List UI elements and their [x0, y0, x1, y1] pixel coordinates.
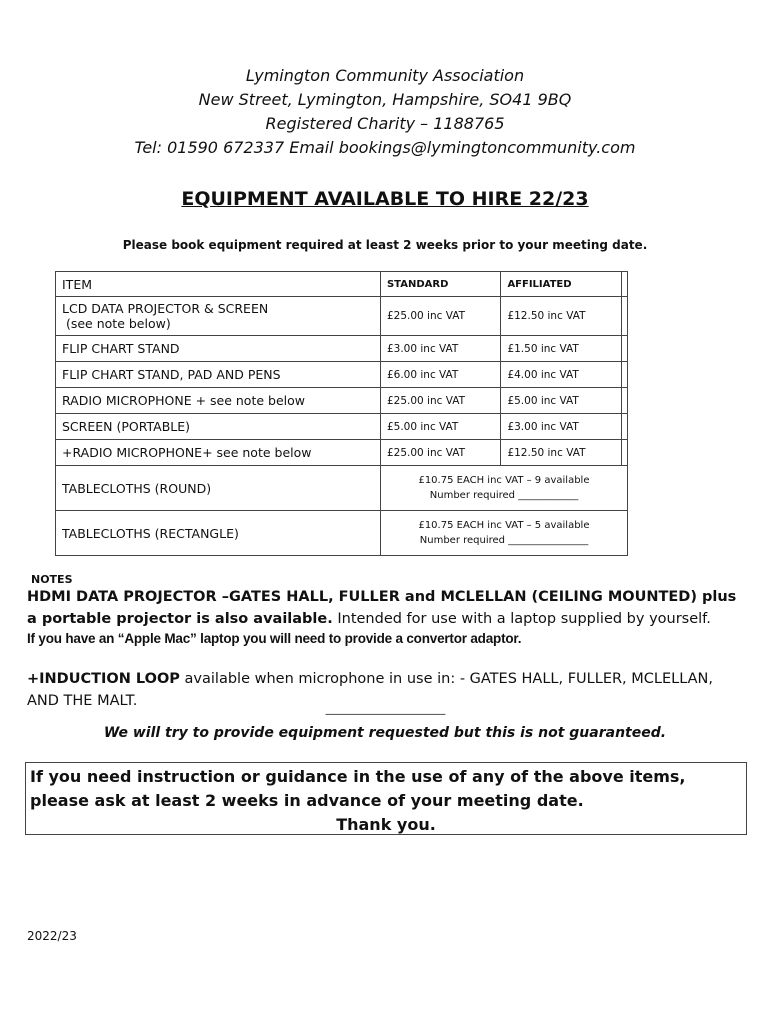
hdmi-note-rest: Intended for use with a laptop supplied by yourself. — [337, 611, 711, 627]
item-cell: TABLECLOTHS (RECTANGLE) — [56, 511, 381, 556]
guidance-text: If you need instruction or guidance in the use of any of the above items, please ask at least 2 weeks in advance of your meeting date. — [30, 767, 686, 810]
table-gap-cell — [621, 362, 627, 388]
item-cell: SCREEN (PORTABLE) — [56, 414, 381, 440]
table-row — [56, 414, 628, 440]
affiliated-price: £4.00 inc VAT — [501, 362, 621, 388]
tablecloth-price-cell — [380, 466, 627, 511]
induction-note-rest: available when microphone in use in: - GATES HALL, FULLER, MCLELLAN, AND THE MALT. — [27, 671, 714, 709]
header-standard: STANDARD — [380, 272, 500, 297]
table-gap-cell — [621, 388, 627, 414]
standard-price: £6.00 inc VAT — [380, 362, 500, 388]
item-cell: FLIP CHART STAND — [56, 336, 381, 362]
item-cell: TABLECLOTHS (ROUND) — [56, 466, 381, 511]
standard-price: £25.00 inc VAT — [380, 297, 500, 336]
header-affiliated: AFFILIATED — [501, 272, 621, 297]
standard-price: £3.00 inc VAT — [380, 336, 500, 362]
standard-price: £25.00 inc VAT — [380, 440, 500, 466]
table-row — [56, 336, 628, 362]
affiliated-price: £1.50 inc VAT — [501, 336, 621, 362]
table-header-row — [56, 272, 628, 297]
page-title: EQUIPMENT AVAILABLE TO HIRE 22/23 — [181, 188, 589, 210]
item-cell: FLIP CHART STAND, PAD AND PENS — [56, 362, 381, 388]
divider: ------------------------------------------------------------ — [325, 709, 445, 719]
charity-number: Registered Charity – 1188765 — [265, 114, 505, 133]
header-item: ITEM — [56, 272, 381, 297]
footer-year: 2022/23 — [27, 929, 77, 943]
table-row — [56, 466, 628, 511]
guarantee-note: We will try to provide equipment requested but this is not guaranteed. — [103, 725, 667, 741]
hdmi-note — [27, 586, 743, 630]
item-cell: RADIO MICROPHONE + see note below — [56, 388, 381, 414]
table-gap-cell — [621, 297, 627, 336]
item-cell: +RADIO MICROPHONE+ see note below — [56, 440, 381, 466]
standard-price: £25.00 inc VAT — [380, 388, 500, 414]
item-subline: (see note below) — [62, 316, 171, 331]
booking-intro: Please book equipment required at least 2 weeks prior to your meeting date. — [122, 238, 648, 252]
item-line: LCD DATA PROJECTOR & SCREEN — [62, 301, 269, 316]
org-address: New Street, Lymington, Hampshire, SO41 9BQ — [198, 90, 572, 109]
tablecloth-price: £10.75 EACH inc VAT – 5 available — [418, 520, 590, 531]
thank-you: Thank you. — [336, 815, 436, 834]
table-row — [56, 362, 628, 388]
notes-label: NOTES — [31, 573, 73, 586]
table-row — [56, 440, 628, 466]
tablecloth-price-cell — [380, 511, 627, 556]
table-gap-cell — [621, 440, 627, 466]
affiliated-price: £12.50 inc VAT — [501, 440, 621, 466]
affiliated-price: £12.50 inc VAT — [501, 297, 621, 336]
tablecloth-required-field[interactable]: Number required ________________ — [419, 535, 589, 546]
table-gap-cell — [621, 414, 627, 440]
table-gap-cell — [621, 272, 627, 297]
tablecloth-required-field[interactable]: Number required ____________ — [429, 490, 579, 501]
table-row — [56, 511, 628, 556]
contact-details: Tel: 01590 672337 Email bookings@lymingtoncommunity.com — [134, 138, 636, 157]
guidance-box — [25, 762, 747, 835]
mac-note: If you have an “Apple Mac” laptop you will need to provide a convertor adaptor. — [27, 631, 522, 646]
table-gap-cell — [621, 336, 627, 362]
induction-note — [27, 668, 747, 712]
org-name: Lymington Community Association — [245, 66, 525, 85]
affiliated-price: £3.00 inc VAT — [501, 414, 621, 440]
tablecloth-price: £10.75 EACH inc VAT – 9 available — [418, 475, 590, 486]
induction-note-bold: +INDUCTION LOOP — [27, 671, 180, 687]
item-cell — [56, 297, 381, 336]
standard-price: £5.00 inc VAT — [380, 414, 500, 440]
equipment-table — [55, 271, 628, 556]
affiliated-price: £5.00 inc VAT — [501, 388, 621, 414]
hdmi-note-bold: HDMI DATA PROJECTOR –GATES HALL, FULLER and MCLELLAN (CEILING MOUNTED) plus a portable projector is also available. — [27, 589, 737, 627]
table-row — [56, 388, 628, 414]
table-row — [56, 297, 628, 336]
